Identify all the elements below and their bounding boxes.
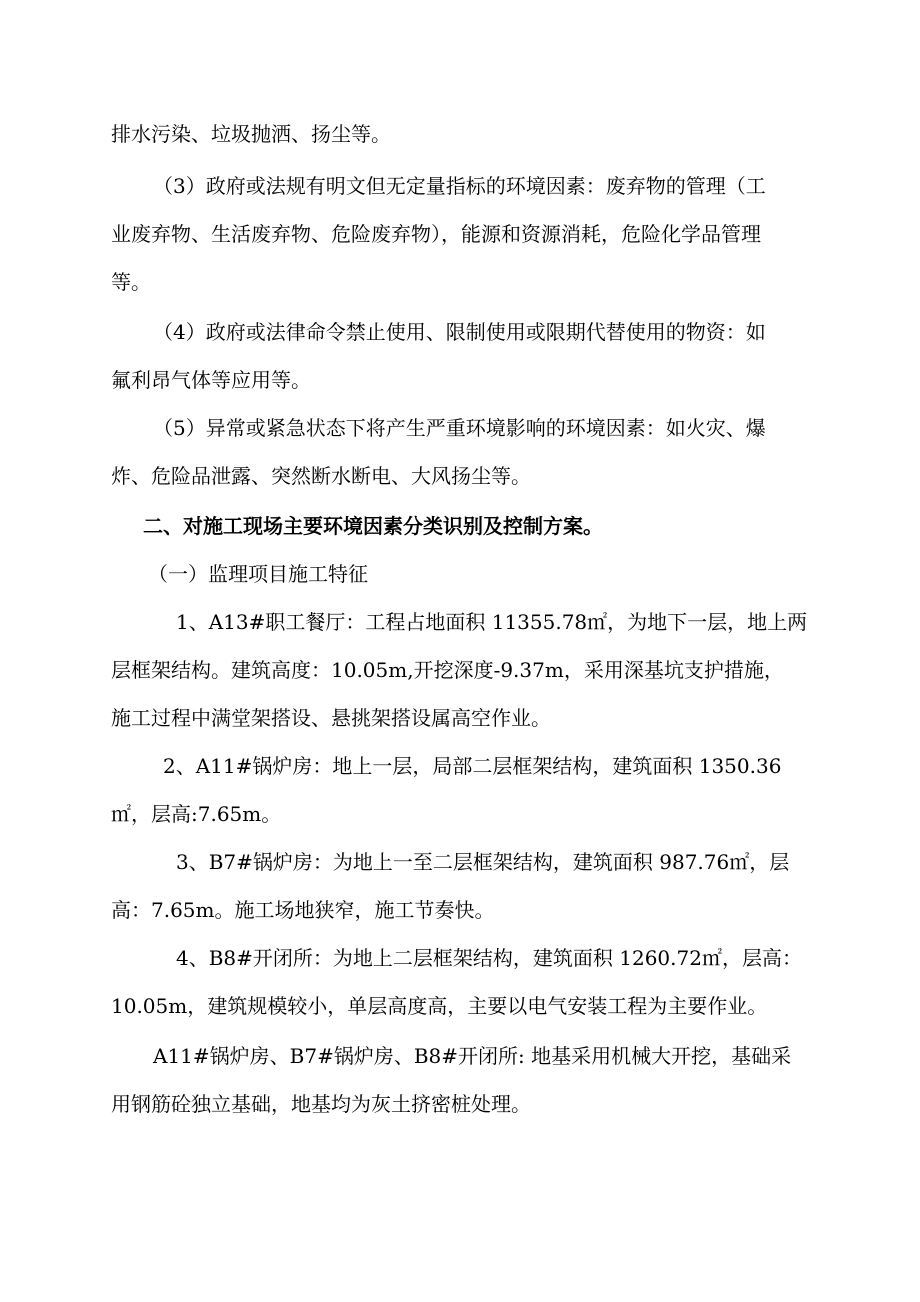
- paragraph-line: 氟利昂气体等应用等。: [111, 368, 311, 392]
- paragraph-line: 排水污染、垃圾抛洒、扬尘等。: [111, 122, 391, 146]
- paragraph-line: ㎡，层高:7.65m。: [111, 802, 282, 826]
- paragraph-line: 高：7.65m。施工场地狭窄，施工节奏快。: [111, 898, 495, 922]
- paragraph-line: （5）异常或紧急状态下将产生严重环境影响的环境因素：如火灾、爆: [153, 416, 766, 440]
- paragraph-line: 业废弃物、生活废弃物、危险废弃物），能源和资源消耗，危险化学品管理: [111, 222, 761, 246]
- paragraph-line: 4、B8#开闭所：为地上二层框架结构，建筑面积 1260.72㎡，层高：: [176, 946, 802, 970]
- subsection-heading: （一）监理项目施工特征: [148, 562, 368, 586]
- paragraph-line: 1、A13#职工餐厅：工程占地面积 11355.78㎡，为地下一层，地上两: [176, 610, 808, 634]
- paragraph-line: 炸、危险品泄露、突然断水断电、大风扬尘等。: [111, 464, 531, 488]
- section-heading: 二、对施工现场主要环境因素分类识别及控制方案。: [143, 514, 603, 538]
- paragraph-line: （3）政府或法规有明文但无定量指标的环境因素：废弃物的管理（工: [153, 174, 766, 198]
- paragraph-line: 层框架结构。建筑高度：10.05m,开挖深度-9.37m，采用深基坑支护措施，: [111, 658, 784, 682]
- paragraph-line: 2、A11#锅炉房：地上一层，局部二层框架结构，建筑面积 1350.36: [163, 754, 782, 778]
- paragraph-line: （4）政府或法律命令禁止使用、限制使用或限期代替使用的物资：如: [153, 320, 766, 344]
- paragraph-line: A11#锅炉房、B7#锅炉房、B8#开闭所: 地基采用机械大开挖，基础采: [153, 1044, 792, 1068]
- paragraph-line: 用钢筋砼独立基础，地基均为灰土挤密桩处理。: [111, 1092, 531, 1116]
- paragraph-line: 3、B7#锅炉房：为地上一至二层框架结构，建筑面积 987.76㎡，层: [176, 850, 790, 874]
- paragraph-line: 等。: [111, 270, 151, 294]
- paragraph-line: 施工过程中满堂架搭设、悬挑架搭设属高空作业。: [111, 706, 551, 730]
- paragraph-line: 10.05m，建筑规模较小，单层高度高，主要以电气安装工程为主要作业。: [111, 994, 768, 1018]
